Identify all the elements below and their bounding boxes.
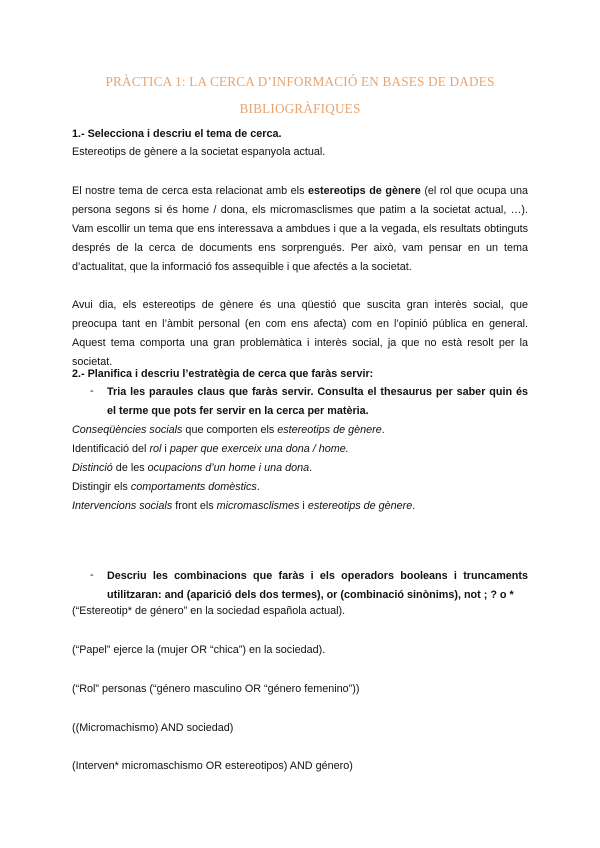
keyword-4-b: comportaments domèstics — [130, 481, 257, 493]
keyword-1-a: Conseqüències socials — [72, 424, 183, 436]
paragraph-2: Avui dia, els estereotips de gènere és una qüestió que suscita gran interès social, que preocupa tant en l’àmbit personal (en com ens afecta) com en l’opinió pública en general. Aquest tema comporta una gran problemàtica i interès social, ja que no està resolt per la societat. — [72, 299, 528, 368]
keyword-5-c: micromasclismes — [216, 500, 300, 512]
query-4: ((Micromachismo) AND sociedad) — [72, 722, 234, 734]
topic-text: Estereotips de gènere a la societat espanyola actual. — [72, 146, 326, 158]
keyword-1-c: estereotips de gènere — [277, 424, 382, 436]
title-line-1: PRÀCTICA 1: LA CERCA D’INFORMACIÓ EN BASES DE DADES — [105, 74, 495, 89]
keyword-5-b: front els — [172, 500, 217, 512]
p1-text-a: El nostre tema de cerca esta relacionat amb els — [72, 185, 309, 197]
keyword-line-1 — [72, 424, 385, 436]
p1-text-b: (el rol que ocupa una persona segons si és home / dona, els micromasclismes que patim a la societat actual, …). Vam escollir un tema que ens interessava a ambdues i que a la vegada, els resultats obtinguts després de la cerca de documents ens sorprengués. Per això, vam pensar en un tema d’actualitat, que la informació fos assequible i que afectés a la societat. — [72, 185, 528, 273]
query-3: (“Rol” personas (“género masculino OR “género femenino”)) — [72, 683, 360, 695]
bullet-dash-1: - — [90, 385, 94, 397]
keyword-5-a: Intervencions socials — [72, 500, 173, 512]
keyword-line-3 — [72, 462, 312, 474]
keyword-2-d: paper que exerceix una dona / home. — [169, 443, 349, 455]
keyword-line-5 — [72, 500, 415, 512]
keyword-5-d: i — [299, 500, 308, 512]
keyword-5-f: . — [412, 500, 416, 512]
keyword-3-d: . — [309, 462, 313, 474]
paragraph-1 — [72, 182, 528, 277]
keyword-line-4 — [72, 481, 260, 493]
keyword-2-b: rol — [149, 443, 162, 455]
keyword-4-c: . — [256, 481, 260, 493]
keyword-1-b: que comporten els — [182, 424, 278, 436]
keyword-5-e: estereotips de gènere — [307, 500, 413, 512]
keyword-3-b: de les — [112, 462, 148, 474]
title-line-2: BIBLIOGRÀFIQUES — [239, 101, 361, 116]
bullet-2-text: Descriu les combinacions que faràs i els operadors booleans i truncaments utilitzaran: and (aparició dels dos termes), or (combinació sinònims), not ; ? o * — [107, 570, 528, 601]
keyword-3-a: Distinció — [72, 462, 113, 474]
query-2: (“Papel” ejerce la (mujer OR “chica”) en la sociedad). — [72, 644, 326, 656]
bullet-dash-2: - — [90, 569, 94, 581]
section-2-heading: 2.- Planifica i descriu l’estratègia de cerca que faràs servir: — [72, 368, 374, 380]
keyword-4-a: Distingir els — [72, 481, 131, 493]
keyword-1-d: . — [381, 424, 385, 436]
keyword-line-2 — [72, 443, 349, 455]
p1-bold-term: estereotips de gènere — [308, 185, 421, 197]
section-1-heading: 1.- Selecciona i descriu el tema de cerca. — [72, 128, 282, 140]
query-5: (Interven* micromaschismo OR estereotipos) AND género) — [72, 760, 353, 772]
query-1: (“Estereotip* de género” en la sociedad española actual). — [72, 605, 346, 617]
keyword-3-c: ocupacions d’un home i una dona — [147, 462, 310, 474]
keyword-2-c: i — [161, 443, 170, 455]
keyword-2-a: Identificació del — [72, 443, 150, 455]
bullet-1-text: Tria les paraules claus que faràs servir. Consulta el thesaurus per saber quin és el terme que pots fer servir en la cerca per matèria. — [107, 386, 528, 417]
